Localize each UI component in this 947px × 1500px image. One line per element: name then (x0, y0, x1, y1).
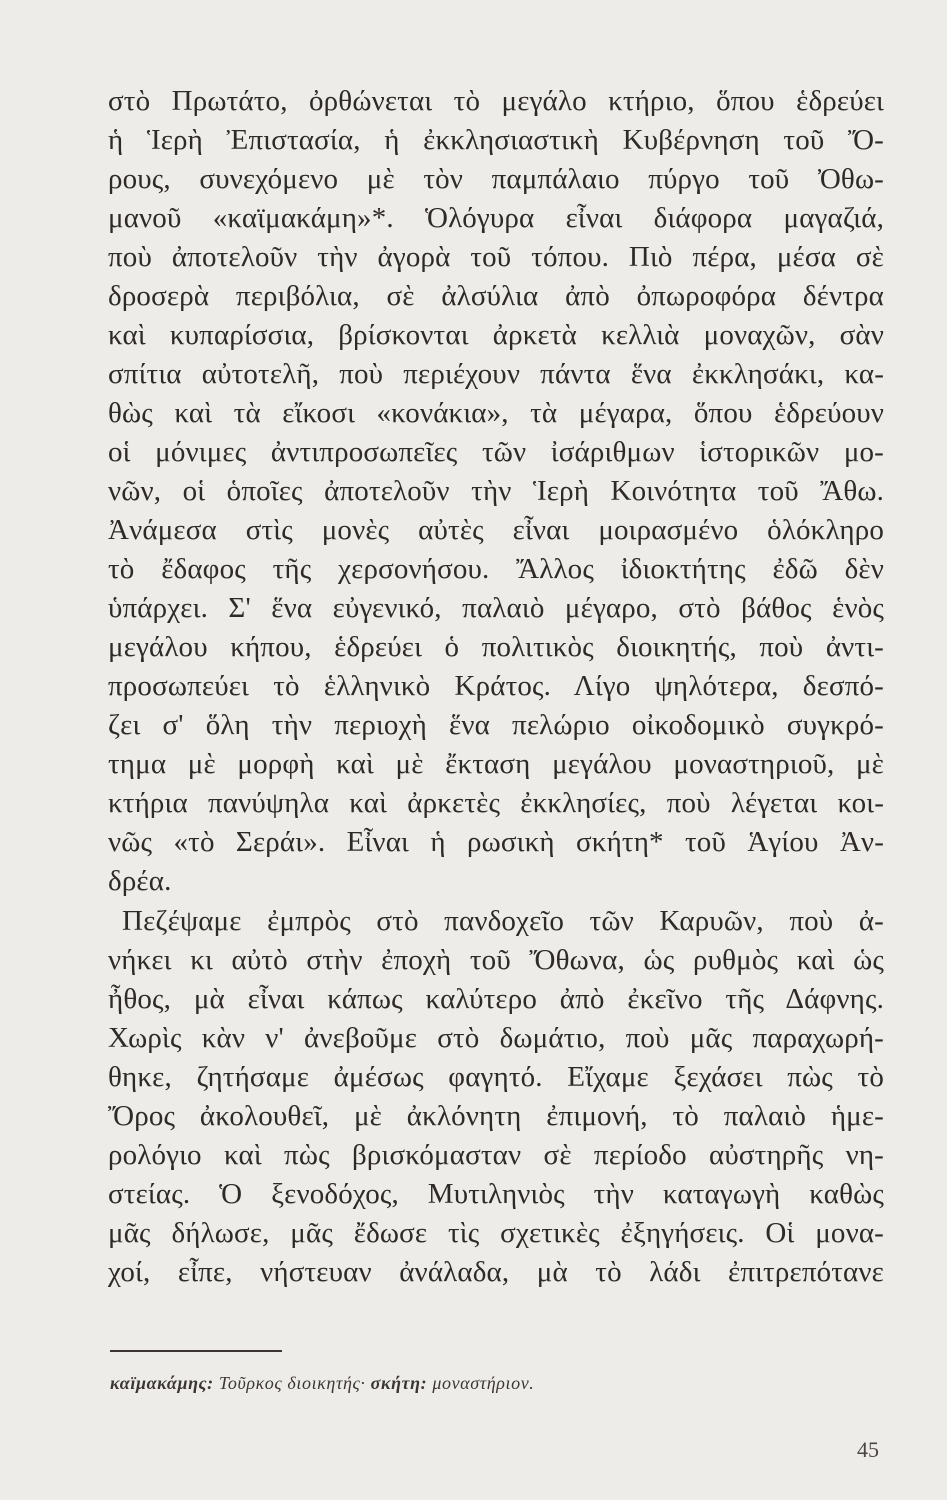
text-line: οἱ μόνιμες ἀντιπροσωπεῖες τῶν ἰσάριθμων ἱστορικῶν μο- (108, 436, 884, 468)
text-line: ρολόγιο καὶ πὼς βρισκόμασταν σὲ περίοδο αὐστηρῆς νη- (108, 1139, 884, 1171)
text-line: δροσερὰ περιβόλια, σὲ ἀλσύλια ἀπὸ ὀπωροφόρα δέντρα (108, 280, 884, 312)
footnote-divider (110, 1350, 282, 1352)
text-line: μᾶς δήλωσε, μᾶς ἔδωσε τὶς σχετικὲς ἐξηγήσεις. Οἱ μονα- (108, 1217, 884, 1249)
text-line: νήκει κι αὐτὸ στὴν ἐποχὴ τοῦ Ὄθωνα, ὡς ρυθμὸς καὶ ὡς (108, 944, 884, 976)
text-line: νῶς «τὸ Σεράι». Εἶναι ἡ ρωσικὴ σκήτη* τοῦ Ἁγίου Ἀν- (108, 826, 884, 858)
text-line: θηκε, ζητήσαμε ἀμέσως φαγητό. Εἴχαμε ξεχάσει πὼς τὸ (108, 1061, 884, 1093)
text-line: ἦθος, μὰ εἶναι κάπως καλύτερο ἀπὸ ἐκεῖνο τῆς Δάφνης. (108, 983, 884, 1015)
text-line: προσωπεύει τὸ ἑλληνικὸ Κράτος. Λίγο ψηλότερα, δεσπό- (108, 670, 884, 702)
text-line: θὼς καὶ τὰ εἴκοσι «κονάκια», τὰ μέγαρα, ὅπου ἑδρεύουν (108, 397, 884, 429)
footnote-term: καϊμακάμης: (110, 1373, 214, 1393)
footnote-definition: Τοῦρκος διοικητής· (218, 1373, 366, 1393)
text-line: μεγάλου κήπου, ἑδρεύει ὁ πολιτικὸς διοικητής, ποὺ ἀντι- (108, 631, 884, 663)
text-line: σπίτια αὐτοτελῆ, ποὺ περιέχουν πάντα ἕνα ἐκκλησάκι, κα- (108, 358, 884, 390)
footnote (110, 1373, 534, 1394)
text-line: δρέα. (108, 865, 172, 897)
text-line: τὸ ἔδαφος τῆς χερσονήσου. Ἄλλος ἰδιοκτήτης ἐδῶ δὲν (108, 553, 884, 585)
text-line: κτήρια πανύψηλα καὶ ἀρκετὲς ἐκκλησίες, ποὺ λέγεται κοι- (108, 787, 884, 819)
text-line: Ἀνάμεσα στὶς μονὲς αὐτὲς εἶναι μοιρασμένο ὁλόκληρο (108, 514, 884, 546)
text-line: ἡ Ἱερὴ Ἐπιστασία, ἡ ἐκκλησιαστικὴ Κυβέρνηση τοῦ Ὄ- (108, 124, 884, 156)
text-line: Χωρὶς κὰν ν' ἀνεβοῦμε στὸ δωμάτιο, ποὺ μᾶς παραχωρή- (108, 1022, 884, 1054)
text-line: τημα μὲ μορφὴ καὶ μὲ ἔκταση μεγάλου μοναστηριοῦ, μὲ (108, 748, 884, 780)
text-line: ποὺ ἀποτελοῦν τὴν ἀγορὰ τοῦ τόπου. Πιὸ πέρα, μέσα σὲ (108, 241, 884, 273)
footnote-definition: μοναστήριον. (432, 1373, 535, 1393)
page-number: 45 (857, 1437, 879, 1462)
text-line: νῶν, οἱ ὁποῖες ἀποτελοῦν τὴν Ἱερὴ Κοινότητα τοῦ Ἄθω. (108, 475, 884, 507)
text-line: στὸ Πρωτάτο, ὀρθώνεται τὸ μεγάλο κτήριο, ὅπου ἑδρεύει (108, 85, 884, 117)
text-line: μανοῦ «καϊμακάμη»*. Ὁλόγυρα εἶναι διάφορα μαγαζιά, (108, 202, 884, 234)
text-line: ρους, συνεχόμενο μὲ τὸν παμπάλαιο πύργο τοῦ Ὀθω- (108, 163, 884, 195)
text-line: καὶ κυπαρίσσια, βρίσκονται ἀρκετὰ κελλιὰ μοναχῶν, σὰν (108, 319, 884, 351)
footnote-term: σκήτη: (370, 1373, 428, 1393)
text-line: ὑπάρχει. Σ' ἕνα εὐγενικό, παλαιὸ μέγαρο, στὸ βάθος ἑνὸς (108, 592, 884, 624)
text-line: στείας. Ὁ ξενοδόχος, Μυτιληνιὸς τὴν καταγωγὴ καθὼς (108, 1178, 884, 1210)
text-line: Πεζέψαμε ἐμπρὸς στὸ πανδοχεῖο τῶν Καρυῶν, ποὺ ἀ- (122, 905, 884, 937)
text-line: χοί, εἶπε, νήστευαν ἀνάλαδα, μὰ τὸ λάδι ἐπιτρεπότανε (108, 1256, 884, 1288)
text-line: ζει σ' ὅλη τὴν περιοχὴ ἕνα πελώριο οἰκοδομικὸ συγκρό- (108, 709, 884, 741)
text-line: Ὄρος ἀκολουθεῖ, μὲ ἀκλόνητη ἐπιμονή, τὸ παλαιὸ ἡμε- (108, 1100, 884, 1132)
